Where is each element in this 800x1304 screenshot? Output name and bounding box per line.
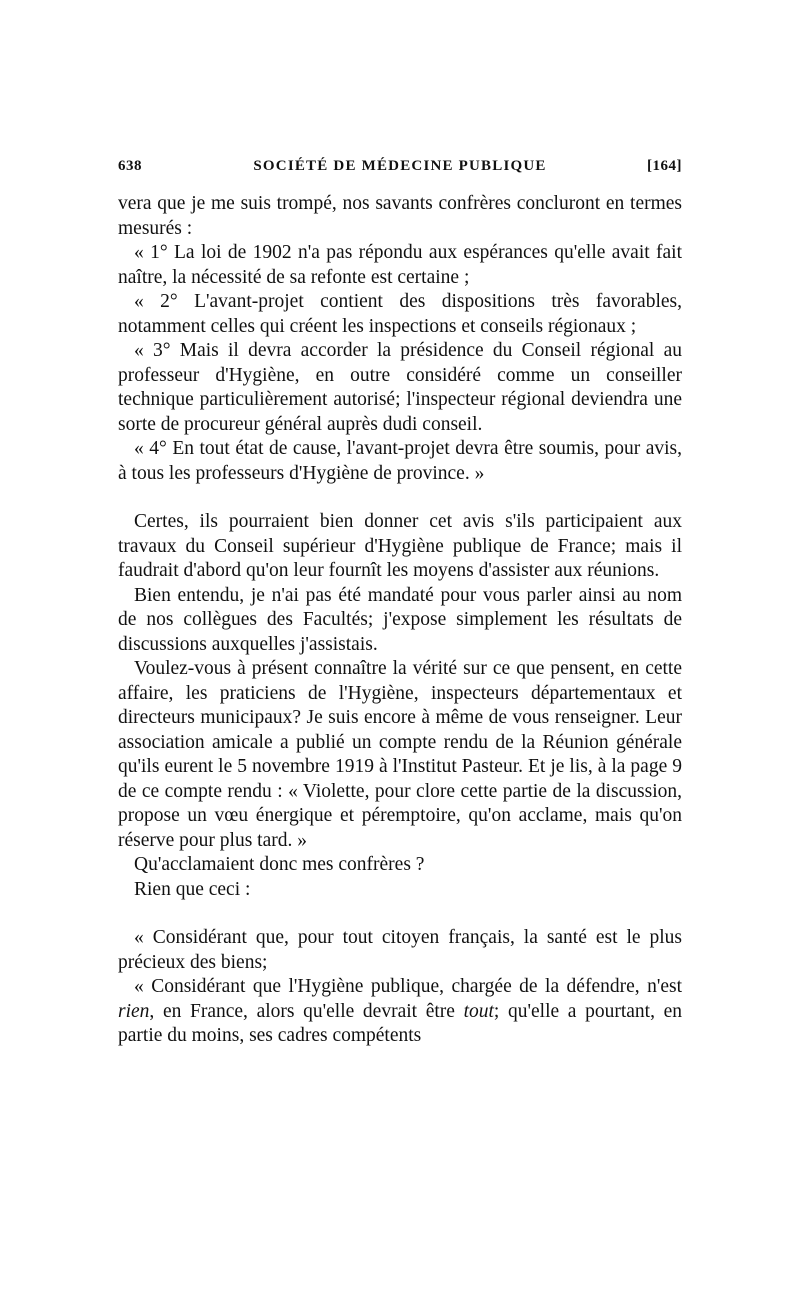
quote-item-1: « 1° La loi de 1902 n'a pas répondu aux espérances qu'elle avait fait naître, la nécessité de sa refonte est certaine ; xyxy=(118,242,682,288)
emphasis-tout: tout xyxy=(463,1000,494,1022)
page-reference: [164] xyxy=(647,158,682,174)
paragraph: Qu'acclamaient donc mes confrères ? xyxy=(134,854,425,875)
considerant-2 xyxy=(118,975,682,1049)
page-number: 638 xyxy=(118,158,142,174)
paragraph: Rien que ceci : xyxy=(134,878,251,900)
emphasis-rien: rien xyxy=(118,1000,150,1022)
paragraph: Voulez-vous à présent connaître la vérité sur ce que pensent, en cette affaire, les praticiens de l'Hygiène, inspecteurs départementaux et directeurs municipaux? Je suis encore à même de vous renseigner. Leur association amicale a publié un compte rendu de la Réunion générale qu'ils eurent le 5 novembre 1919 à l'Institut Pasteur. Et je lis, à la page 9 de ce compte rendu : « Violette, pour clore cette partie de la discussion, propose un vœu énergique et péremptoire, qu'on acclame, mais qu'on réserve pour plus tard. » xyxy=(118,658,682,851)
considerant-text: , en France, alors qu'elle devrait être xyxy=(149,1000,464,1022)
paragraph: Certes, ils pourraient bien donner cet avis s'ils participaient aux travaux du Conseil supérieur d'Hygiène publique de France; mais il faudrait d'abord qu'on leur fournît les moyens d'assister aux réunions. xyxy=(118,511,682,581)
running-title: SOCIÉTÉ DE MÉDECINE PUBLIQUE xyxy=(253,158,547,174)
considerant-1: « Considérant que, pour tout citoyen français, la santé est le plus précieux des biens; xyxy=(118,927,682,973)
paragraph-gap xyxy=(118,486,682,510)
considerant-text: ; qu'elle a pourtant, en partie du moins, ses cadres compétents xyxy=(118,1000,682,1046)
quote-item-2: « 2° L'avant-projet contient des dispositions très favorables, notamment celles qui créent les inspections et conseils régionaux ; xyxy=(118,291,682,337)
paragraph-gap xyxy=(118,902,682,926)
quote-item-3: « 3° Mais il devra accorder la présidence du Conseil régional au professeur d'Hygiène, en outre considéré comme un conseiller technique particulièrement autorisé; l'inspecteur régional deviendra une sorte de procureur général auprès dudi conseil. xyxy=(118,340,682,435)
quote-item-4: « 4° En tout état de cause, l'avant-projet devra être soumis, pour avis, à tous les professeurs d'Hygiène de province. » xyxy=(118,438,682,484)
paragraph: vera que je me suis trompé, nos savants confrères concluront en termes mesurés : xyxy=(118,193,682,239)
body-text xyxy=(118,192,682,1049)
paragraph: Bien entendu, je n'ai pas été mandaté pour vous parler ainsi au nom de nos collègues des Facultés; j'expose simplement les résultats de discussions auxquelles j'assistais. xyxy=(118,584,682,655)
considerant-text: « Considérant que l'Hygiène publique, chargée de la défendre, n'est xyxy=(134,976,682,997)
